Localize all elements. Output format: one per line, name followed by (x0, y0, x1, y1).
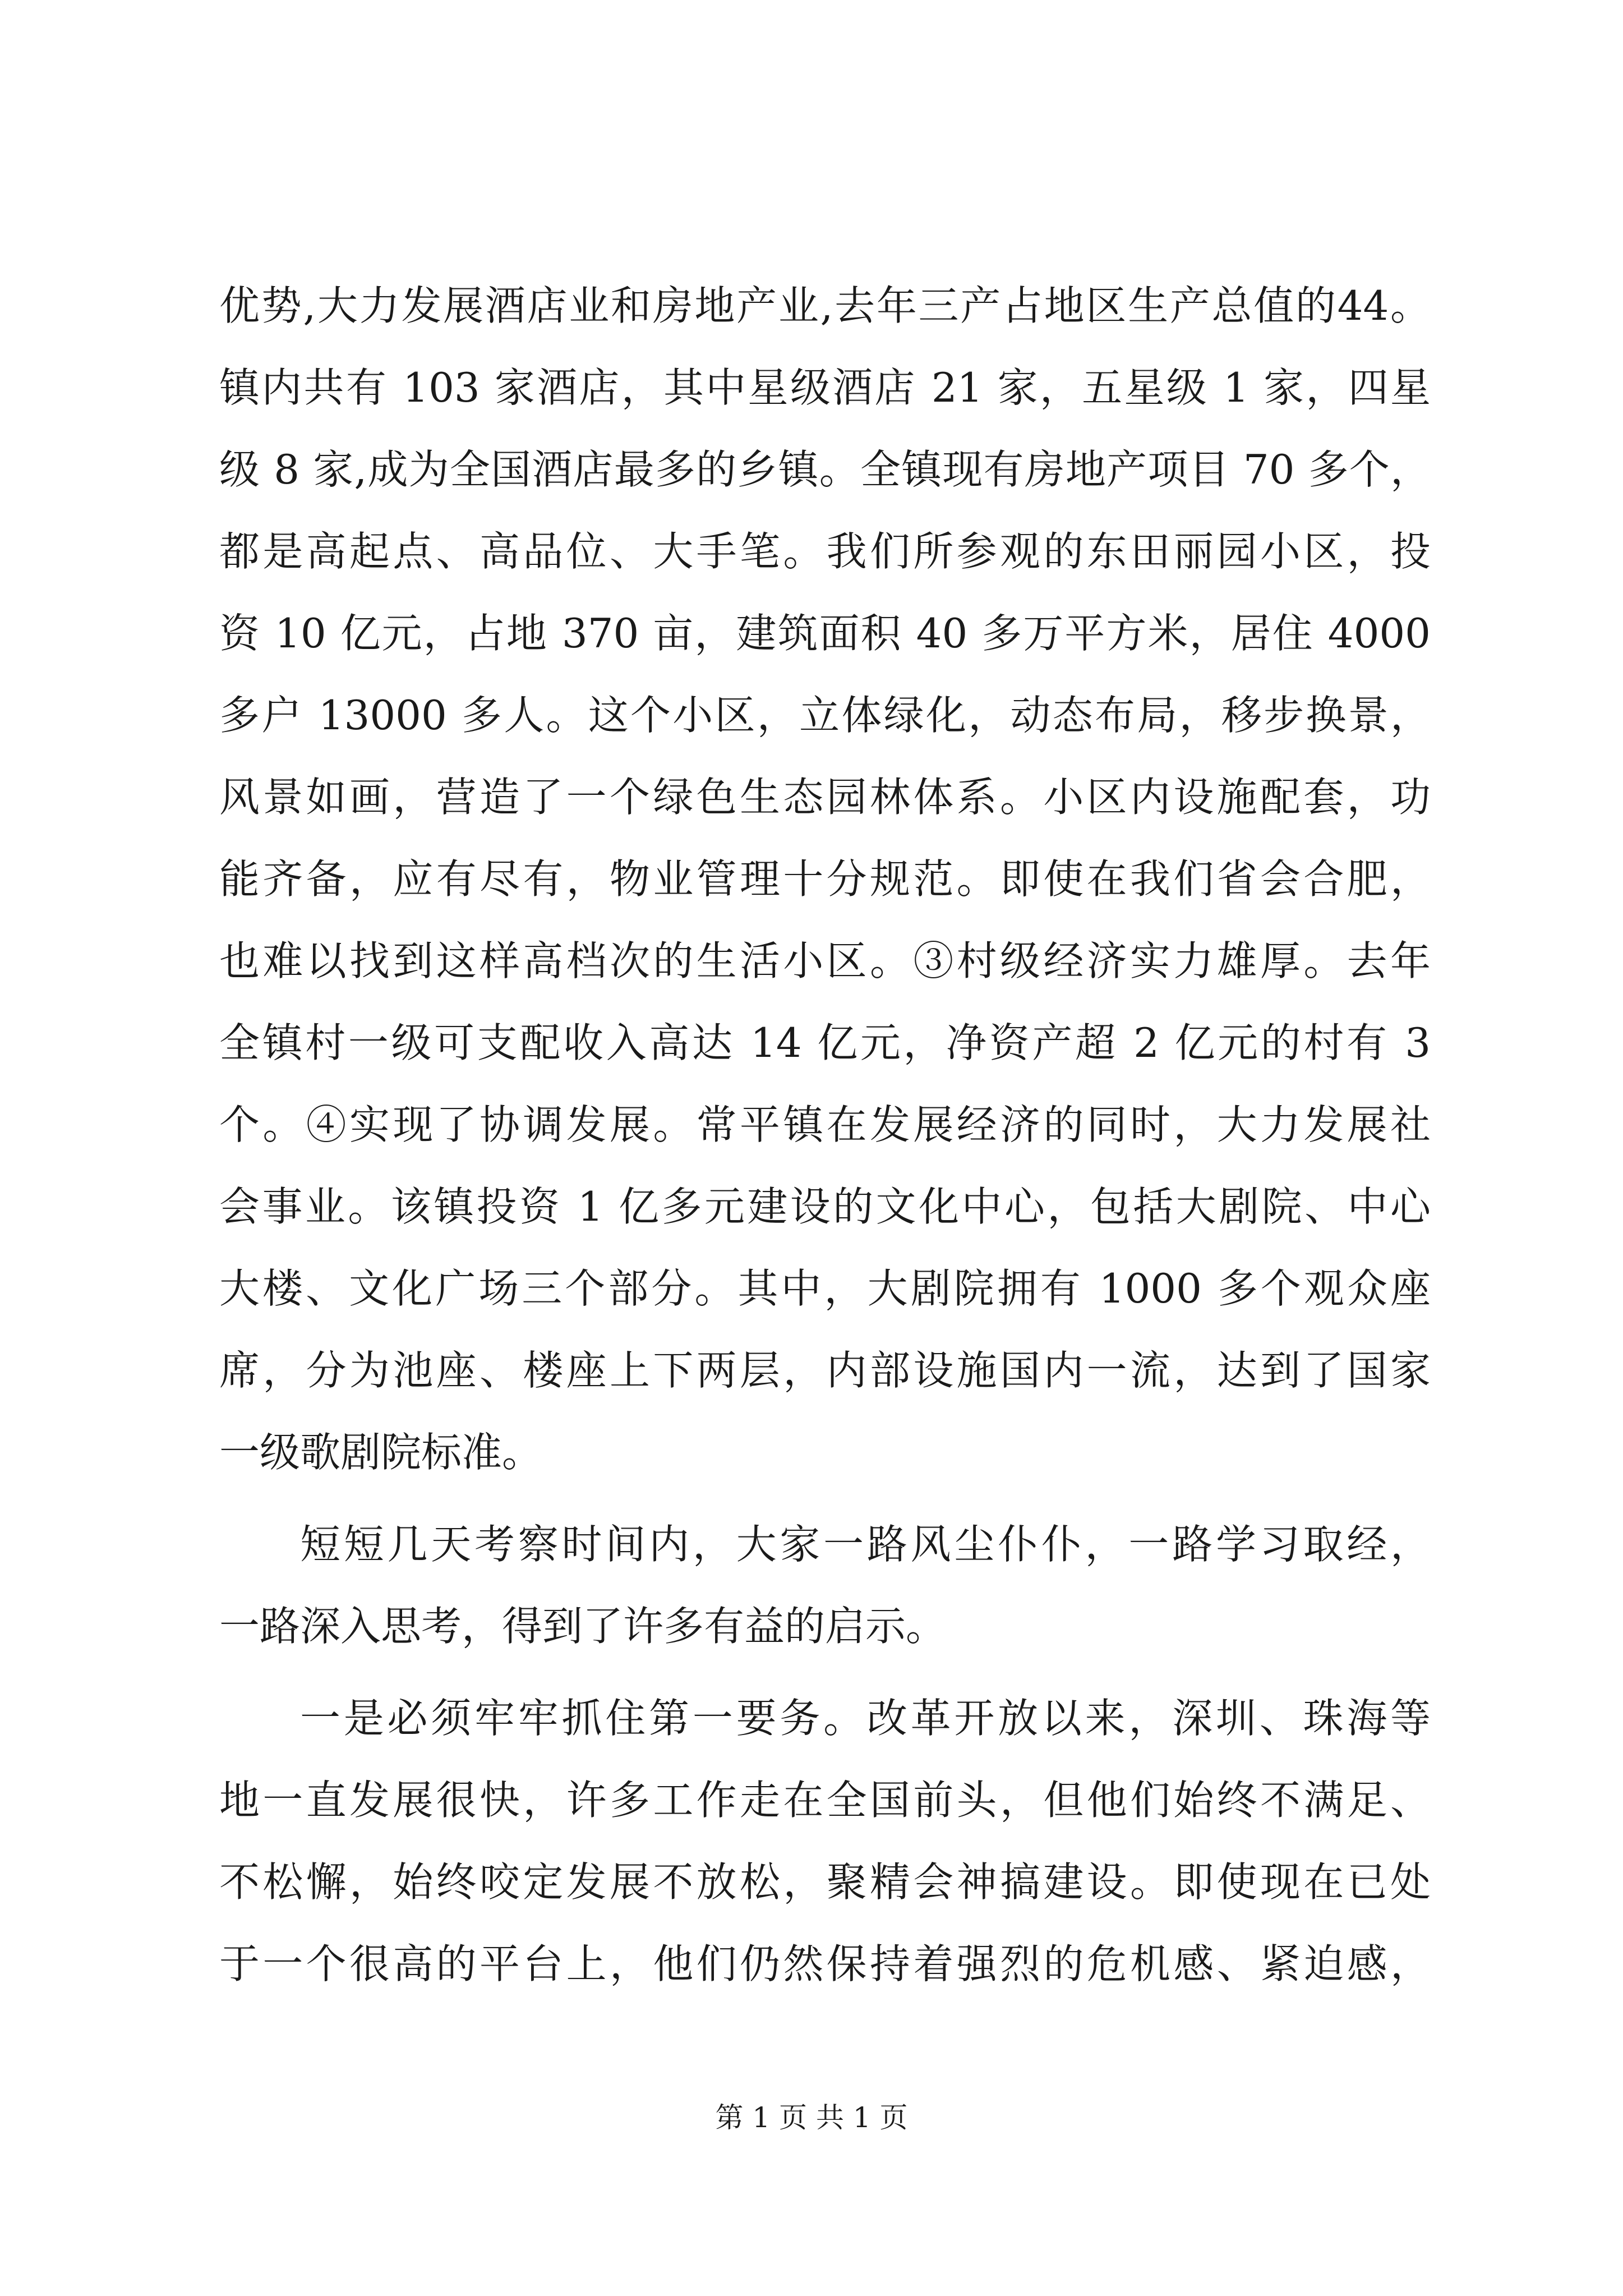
page-number-footer: 第 1 页 共 1 页 (715, 2101, 908, 2134)
text-line: 资 10 亿元，占地 370 亩，建筑面积 40 多万平方米，居住 4000 (219, 610, 1431, 657)
text-line: 风景如画，营造了一个绿色生态园林体系。小区内设施配套，功 (219, 774, 1431, 821)
paragraph-gap (219, 1667, 1431, 1677)
paragraph-gap (219, 1493, 1431, 1503)
text-line: 大楼、文化广场三个部分。其中，大剧院拥有 1000 多个观众座 (219, 1265, 1431, 1312)
text-line: 也难以找到这样高档次的生活小区。③村级经济实力雄厚。去年 (219, 937, 1431, 984)
text-line: 短短几天考察时间内，大家一路风尘仆仆，一路学习取经， (300, 1521, 1431, 1568)
text-line: 于一个很高的平台上，他们仍然保持着强烈的危机感、紧迫感， (219, 1940, 1431, 1987)
text-line: 个。④实现了协调发展。常平镇在发展经济的同时，大力发展社 (219, 1101, 1431, 1148)
text-line: 一路深入思考，得到了许多有益的启示。 (219, 1603, 947, 1650)
text-line: 席，分为池座、楼座上下两层，内部设施国内一流，达到了国家 (219, 1347, 1431, 1394)
text-line: 不松懈，始终咬定发展不放松，聚精会神搞建设。即使现在已处 (219, 1858, 1431, 1906)
text-line: 能齐备，应有尽有，物业管理十分规范。即使在我们省会合肥， (219, 855, 1431, 903)
text-line: 地一直发展很快，许多工作走在全国前头，但他们始终不满足、 (219, 1777, 1431, 1824)
text-line: 级 8 家,成为全国酒店最多的乡镇。全镇现有房地产项目 70 多个， (219, 446, 1431, 493)
text-line: 都是高起点、高品位、大手笔。我们所参观的东田丽园小区，投 (219, 528, 1431, 575)
text-line: 一级歌剧院标准。 (219, 1429, 543, 1476)
text-line: 优势,大力发展酒店业和房地产业,去年三产占地区生产总值的44。 (219, 282, 1431, 329)
text-line: 会事业。该镇投资 1 亿多元建设的文化中心，包括大剧院、中心 (219, 1183, 1431, 1230)
text-line: 全镇村一级可支配收入高达 14 亿元，净资产超 2 亿元的村有 3 (219, 1019, 1431, 1066)
text-line: 一是必须牢牢抓住第一要务。改革开放以来，深圳、珠海等 (300, 1695, 1431, 1742)
text-line: 多户 13000 多人。这个小区，立体绿化，动态布局，移步换景， (219, 692, 1431, 739)
document-body (219, 265, 1431, 2005)
text-line: 镇内共有 103 家酒店，其中星级酒店 21 家，五星级 1 家，四星 (219, 364, 1431, 411)
